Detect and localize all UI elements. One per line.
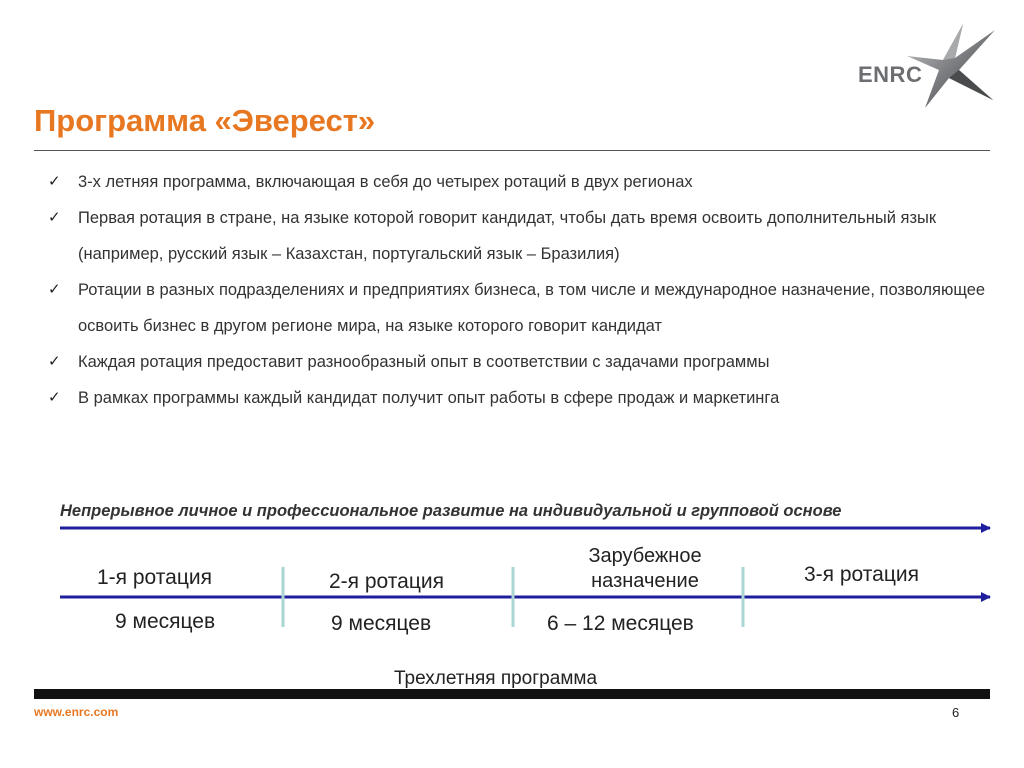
bullet-text: Ротации в разных подразделениях и предприятиях бизнеса, в том числе и международное назначение, позволяющее освоить бизнес в другом регионе мира, на языке которого говорит кандидат [78, 281, 986, 335]
checkmark-icon: ✓ [48, 281, 61, 298]
checkmark-icon: ✓ [48, 209, 61, 226]
stage-3-name: Зарубежное назначение [588, 545, 702, 592]
stage-4-name: 3-я ротация [804, 563, 919, 586]
bullet-text: 3-х летняя программа, включающая в себя до четырех ротаций в двух регионах [78, 173, 693, 191]
stage-1-duration: 9 месяцев [115, 610, 216, 633]
bullet-text: Первая ротация в стране, на языке которой говорит кандидат, чтобы дать время освоить дополнительный язык (например, русский язык – Казахстан, португальский язык – Бразилия) [78, 209, 937, 263]
stage-2-name: 2-я ротация [329, 570, 444, 593]
checkmark-icon: ✓ [48, 389, 61, 406]
bullet-text: Каждая ротация предоставит разнообразный опыт в соответствии с задачами программы [78, 353, 770, 371]
footer-bar [34, 689, 990, 699]
checkmark-icon: ✓ [48, 173, 61, 190]
development-banner: Непрерывное личное и профессиональное развитие на индивидуальной и групповой основе [60, 502, 842, 520]
page-number: 6 [952, 705, 960, 720]
stage-2-duration: 9 месяцев [331, 612, 432, 635]
logo-text: ENRC [858, 62, 923, 87]
page-title: Программа «Эверест» [34, 103, 376, 138]
footer-url[interactable]: www.enrc.com [34, 705, 119, 719]
program-caption: Трехлетняя программа [394, 668, 598, 689]
checkmark-icon: ✓ [48, 353, 61, 370]
stage-1-name: 1-я ротация [97, 566, 212, 589]
bullet-text: В рамках программы каждый кандидат получит опыт работы в сфере продаж и маркетинга [78, 389, 780, 407]
stage-3-duration: 6 – 12 месяцев [547, 612, 694, 635]
